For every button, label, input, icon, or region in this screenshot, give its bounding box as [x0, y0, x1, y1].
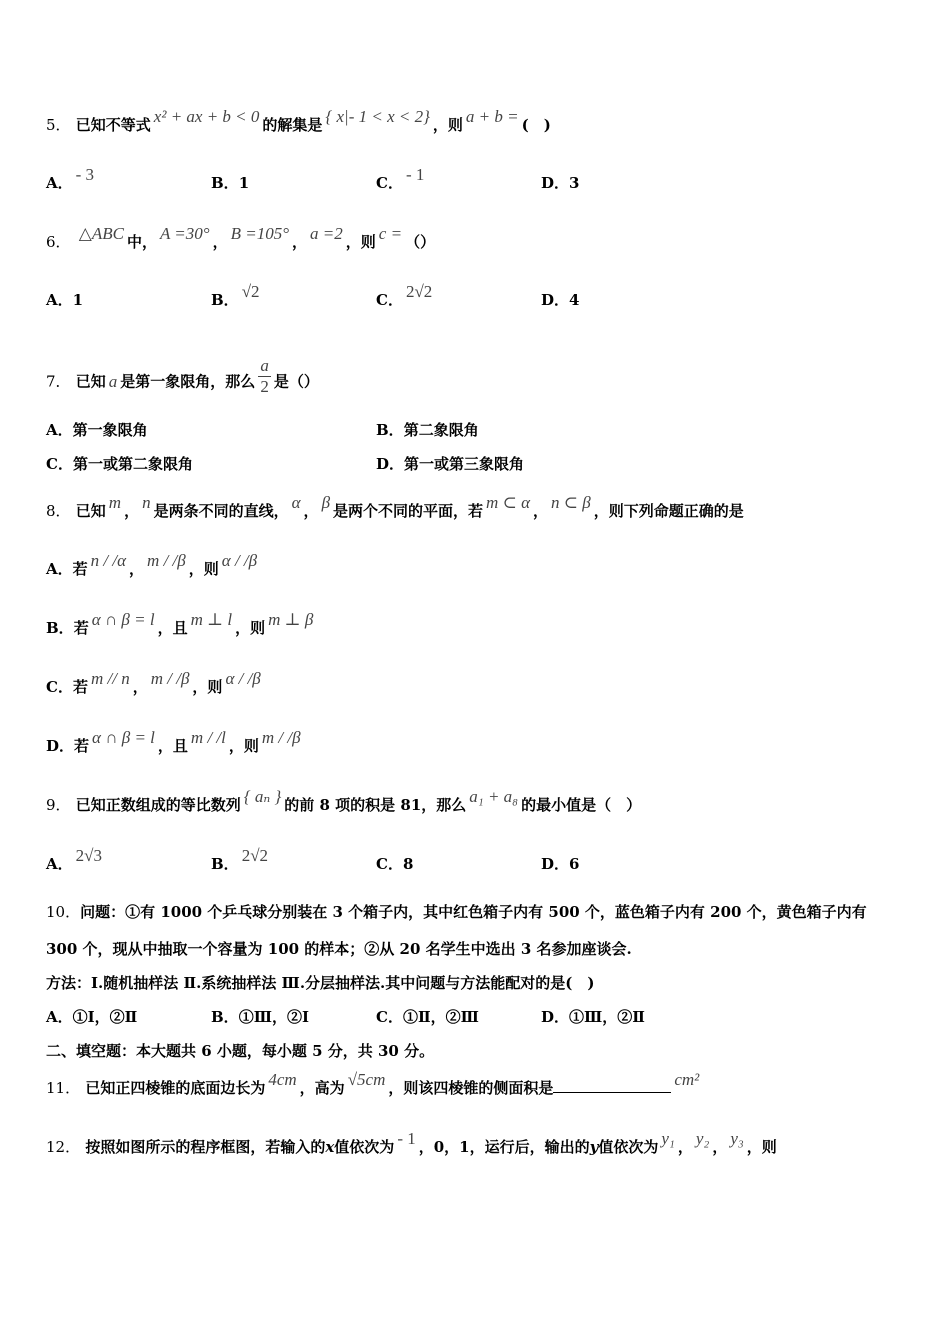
- option-label: B．: [46, 619, 74, 637]
- q9-sum: a₁ + a₈: [469, 787, 519, 806]
- question-6: [46, 224, 436, 252]
- q9-text: 已知正数组成的等比数列: [75, 796, 241, 814]
- q11-unit: cm²: [674, 1070, 700, 1089]
- q7-option-d[interactable]: [376, 454, 524, 474]
- option-label: B．: [211, 855, 239, 873]
- q7-number: 7．: [46, 372, 71, 391]
- option-label: A．: [46, 174, 73, 192]
- option-math: m / /β: [147, 551, 186, 570]
- option-text: 若: [73, 619, 89, 637]
- option-label: C．: [376, 855, 403, 873]
- q7-text: 是第一象限角，那么: [120, 372, 256, 391]
- q12-text: ，则: [746, 1138, 777, 1156]
- q9-text: 的前 8 项的积是 81，那么: [284, 796, 467, 814]
- q10-text-line-3: 方法：Ⅰ.随机抽样法 Ⅱ.系统抽样法 Ⅲ.分层抽样法.其中问题与方法能配对的是( ): [46, 974, 595, 992]
- q11-base-edge: 4cm: [268, 1070, 297, 1089]
- option-text: 若: [74, 737, 90, 755]
- q10-option-b[interactable]: [211, 1007, 309, 1027]
- option-value: 1: [238, 174, 250, 192]
- option-label: A．: [46, 1008, 73, 1026]
- q8-line-m: m: [108, 493, 122, 512]
- q5-option-b[interactable]: [211, 173, 249, 193]
- option-math: m / /β: [261, 728, 301, 747]
- option-value: 第一或第二象限角: [72, 455, 193, 473]
- q8-text: ，: [124, 502, 140, 520]
- option-text: ，则: [192, 678, 223, 696]
- option-math: α / /β: [225, 669, 261, 688]
- question-5: [46, 107, 551, 135]
- q10-option-c[interactable]: [376, 1007, 479, 1027]
- q6-number: 6．: [46, 233, 71, 251]
- option-label: A．: [46, 855, 73, 873]
- option-value: 1: [72, 291, 84, 309]
- q12-text: ，: [677, 1138, 693, 1156]
- q8-text: 是两条不同的直线，: [153, 502, 289, 520]
- q10-text-line-1: 问题：①有 1000 个乒乓球分别装在 3 个箱子内，其中红色箱子内有 500 个，蓝色箱子内有 200 个，黄色箱子内有: [80, 903, 867, 921]
- q9-option-b[interactable]: [211, 846, 271, 874]
- option-label: B．: [211, 291, 239, 309]
- q6-angle-b: B =105°: [230, 224, 290, 243]
- q8-option-c[interactable]: [46, 669, 264, 697]
- option-value: 6: [569, 855, 580, 873]
- q10-option-d[interactable]: [541, 1007, 645, 1027]
- q5-paren: ( ): [521, 116, 551, 134]
- option-value: 2√2: [405, 282, 433, 301]
- q11-number: 11．: [46, 1079, 81, 1097]
- q5-option-a[interactable]: [46, 165, 97, 193]
- q8-text: ，则下列命题正确的是: [593, 502, 744, 520]
- question-7: [46, 356, 319, 403]
- q8-option-a[interactable]: [46, 551, 260, 579]
- q11-answer-blank[interactable]: [553, 1078, 671, 1093]
- option-text: ，则: [235, 619, 266, 637]
- option-label: C．: [376, 1008, 403, 1026]
- q8-option-b[interactable]: [46, 610, 316, 638]
- option-label: B．: [211, 174, 239, 192]
- q5-text: 的解集是: [262, 116, 323, 134]
- q8-number: 8．: [46, 502, 71, 520]
- option-value: 4: [569, 291, 580, 309]
- option-label: D．: [376, 455, 405, 473]
- option-label: D．: [541, 1008, 570, 1026]
- option-math: m / /l: [190, 728, 226, 747]
- q7-fraction: [258, 356, 271, 397]
- q12-text: 值依次为: [598, 1138, 659, 1156]
- q6-text: ，: [212, 233, 228, 251]
- option-value: - 3: [75, 165, 95, 184]
- option-label: C．: [46, 455, 73, 473]
- q6-text: ，则: [345, 233, 376, 251]
- option-math: n / /α: [90, 551, 127, 570]
- q12-text: 值依次为: [334, 1138, 395, 1156]
- option-text: ，且: [157, 619, 188, 637]
- option-value: 第一象限角: [72, 421, 148, 439]
- option-text: 若: [72, 678, 88, 696]
- option-value: - 1: [405, 165, 425, 184]
- option-label: C．: [46, 678, 73, 696]
- option-value: 8: [402, 855, 414, 873]
- question-11: [46, 1070, 702, 1098]
- q6-angle-a: A =30°: [159, 224, 210, 243]
- q6-option-a[interactable]: [46, 290, 83, 310]
- q6-option-d[interactable]: [541, 290, 579, 310]
- question-10: [46, 902, 867, 922]
- q8-m-subset: m ⊂ α: [486, 493, 530, 512]
- q6-side-a: a =2: [310, 224, 343, 243]
- q8-option-d[interactable]: [46, 728, 304, 756]
- option-label: A．: [46, 291, 73, 309]
- q7-option-a[interactable]: [46, 420, 148, 440]
- q12-y1: y₁: [661, 1129, 675, 1148]
- option-math: m // n: [90, 669, 130, 688]
- q9-option-d[interactable]: [541, 854, 579, 874]
- q6-option-c[interactable]: [376, 282, 435, 310]
- q9-text: 的最小值是（ ）: [521, 796, 642, 814]
- question-12: [46, 1129, 777, 1157]
- q7-alpha: a: [108, 371, 118, 391]
- q5-solution-set: { x|- 1 < x < 2}: [325, 107, 430, 126]
- option-text: 若: [72, 560, 88, 578]
- q8-plane-beta: β: [321, 493, 331, 512]
- q10-text-line-2: 300 个，现从中抽取一个容量为 100 的样本；②从 20 名学生中选出 3 名参加座谈会.: [46, 940, 632, 958]
- q5-expression: a + b =: [465, 107, 519, 126]
- q8-n-subset: n ⊂ β: [551, 493, 591, 512]
- option-label: B．: [211, 1008, 239, 1026]
- q5-number: 5．: [46, 116, 71, 134]
- option-value: √2: [241, 282, 260, 301]
- q8-line-n: n: [142, 493, 151, 512]
- q9-option-c[interactable]: [376, 854, 413, 874]
- q7-option-b[interactable]: [376, 420, 479, 440]
- q9-option-a[interactable]: [46, 846, 105, 874]
- option-value: ①Ⅲ，②Ⅱ: [569, 1008, 645, 1026]
- q12-var-y: y: [589, 1138, 599, 1156]
- q7-text: 是（）: [273, 372, 319, 391]
- q8-text: ，: [533, 502, 549, 520]
- option-text: ，: [129, 560, 145, 578]
- option-label: B．: [376, 421, 404, 439]
- option-label: D．: [541, 174, 570, 192]
- q12-number: 12．: [46, 1138, 81, 1156]
- q8-text: ，: [303, 502, 319, 520]
- option-value: 第二象限角: [403, 421, 479, 439]
- option-text: ，且: [157, 737, 188, 755]
- q11-text: 已知正四棱锥的底面边长为: [85, 1079, 266, 1097]
- option-text: ，则: [228, 737, 259, 755]
- option-math: m ⊥ l: [190, 610, 233, 629]
- option-value: ①Ⅰ，②Ⅱ: [72, 1008, 138, 1026]
- section-heading: 二、填空题：本大题共 6 小题，每小题 5 分，共 30 分。: [46, 1042, 435, 1060]
- option-value: 3: [569, 174, 580, 192]
- q11-text: ，高为: [299, 1079, 345, 1097]
- q8-plane-alpha: α: [291, 493, 301, 512]
- question-9: [46, 787, 642, 815]
- q11-text: ，则该四棱锥的侧面积是: [388, 1079, 554, 1097]
- option-math: α ∩ β = l: [92, 728, 155, 747]
- q12-y3: y₃: [730, 1129, 744, 1148]
- q12-y2: y₂: [695, 1129, 710, 1148]
- q5-text: ，则: [432, 116, 463, 134]
- q6-text: 中，: [126, 233, 157, 251]
- q8-text: 是两个不同的平面，若: [333, 502, 484, 520]
- q10-option-a[interactable]: [46, 1007, 137, 1027]
- option-label: D．: [541, 855, 570, 873]
- option-label: D．: [541, 291, 570, 309]
- option-label: D．: [46, 737, 75, 755]
- q9-number: 9．: [46, 796, 71, 814]
- q5-inequality: x² + ax + b < 0: [153, 107, 260, 126]
- question-8: [46, 493, 744, 521]
- option-math: m ⊥ β: [268, 610, 314, 629]
- q12-text: 按照如图所示的程序框图，若输入的: [85, 1138, 326, 1156]
- option-value: ①Ⅱ，②Ⅲ: [402, 1008, 479, 1026]
- q11-height: √5cm: [347, 1070, 386, 1089]
- option-value: ①Ⅲ，②Ⅰ: [238, 1008, 309, 1026]
- option-math: m / /β: [150, 669, 190, 688]
- q5-text: 已知不等式: [75, 116, 151, 134]
- q5-option-c[interactable]: [376, 165, 427, 193]
- q8-text: 已知: [75, 502, 106, 520]
- fraction-denominator: 2: [260, 377, 269, 396]
- q12-var-x: x: [325, 1138, 335, 1156]
- option-math: α / /β: [221, 551, 258, 570]
- q12-text: ，: [712, 1138, 728, 1156]
- option-text: ，: [132, 678, 148, 696]
- q6-triangle: △ABC: [78, 224, 124, 243]
- option-value: 2√3: [75, 846, 102, 865]
- option-math: α ∩ β = l: [91, 610, 155, 629]
- q5-option-d[interactable]: [541, 173, 579, 193]
- q6-paren: （）: [405, 233, 436, 251]
- option-label: C．: [376, 174, 403, 192]
- q9-sequence: { aₙ }: [243, 787, 282, 806]
- q12-input-value: - 1: [397, 1129, 416, 1148]
- option-value: 第一或第三象限角: [404, 455, 525, 473]
- q10-number: 10．: [46, 903, 81, 921]
- q6-text: ，: [292, 233, 308, 251]
- fraction-numerator: a: [260, 356, 269, 375]
- option-value: 2√2: [241, 846, 269, 865]
- option-label: C．: [376, 291, 403, 309]
- q7-option-c[interactable]: [46, 454, 193, 474]
- q6-side-c: c =: [378, 224, 403, 243]
- q12-text: ，0，1，运行后，输出的: [418, 1138, 590, 1156]
- option-text: ，则: [188, 560, 219, 578]
- option-label: A．: [46, 421, 73, 439]
- q7-text: 已知: [75, 372, 106, 391]
- q6-option-b[interactable]: [211, 282, 263, 310]
- option-label: A．: [46, 560, 73, 578]
